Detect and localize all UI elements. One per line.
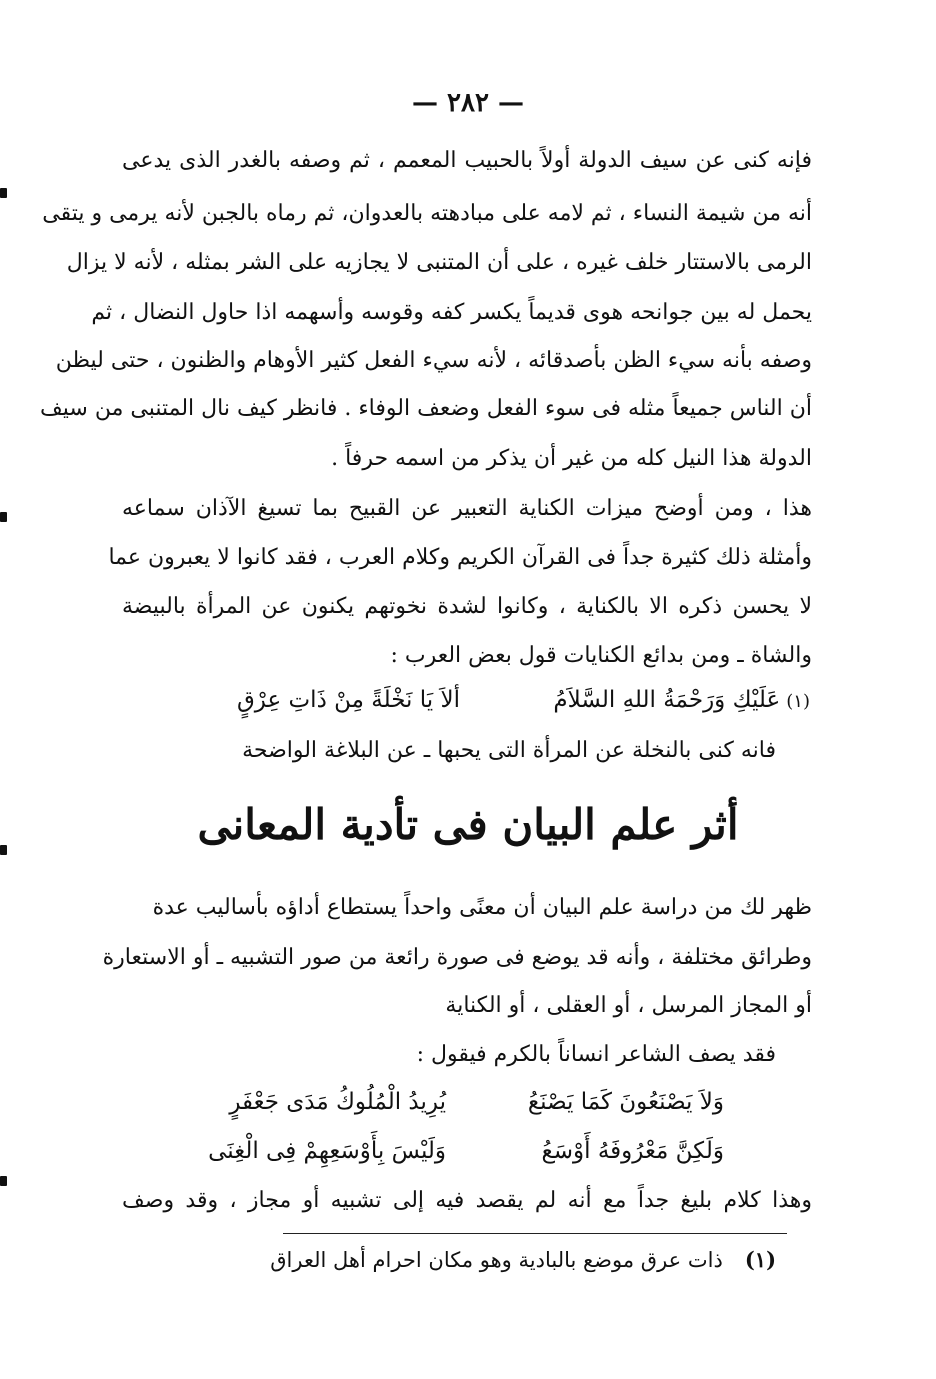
verse-hemistich-first (553, 682, 810, 720)
paragraph-line: فانه كنى بالنخلة عن المرأة التى يحبها ـ عن البلاغة الواضحة (242, 738, 776, 763)
paragraph-line: وهذا كلام بليغ جداً مع أنه لم يقصد فيه إلى تشبيه أو مجاز ، وقد وصف (122, 1188, 812, 1213)
footnote-text: ذات عرق موضع بالبادية وهو مكان احرام أهل العراق (270, 1248, 723, 1272)
scan-edge-mark (0, 1176, 7, 1186)
paragraph-line: هذا ، ومن أوضح ميزات الكناية التعبير عن القبيح بما تسيغ الآذان سماعه (122, 496, 812, 521)
paragraph-line: أو المجاز المرسل ، أو العقلى ، أو الكناية (445, 993, 812, 1018)
verse-line (0, 682, 936, 722)
verse-hemistich-first: وَلَيْسَ بِأَوْسَعِهِمْ فِى الْغِنَى (208, 1138, 446, 1164)
footnote (176, 1244, 776, 1276)
footnote-divider (283, 1233, 787, 1234)
paragraph-line: ظهر لك من دراسة علم البيان أن معنًى واحداً يستطاع أداؤه بأساليب عدة (152, 895, 812, 920)
scan-edge-mark (0, 512, 7, 522)
verse-hemistich-second: ألاَ يَا نَخْلَةً مِنْ ذَاتِ عِرْقٍ (236, 687, 460, 713)
paragraph-line: يحمل له بين جوانحه هوى قديماً يكسر كفه وقوسه وأسهمه اذا حاول النضال ، ثم (91, 300, 812, 325)
paragraph-line: فإنه كنى عن سيف الدولة أولاً بالحبيب المعمم ، ثم وصفه بالغدر الذى يدعى (122, 148, 812, 173)
footnote-reference: (١) (786, 691, 810, 712)
verse-hemistich-second: وَلَكِنَّ مَعْرُوفَهُ أَوْسَعُ (541, 1138, 724, 1164)
footnote-marker: (١) (744, 1247, 776, 1272)
verse-hemistich-second: وَلاَ يَصْنَعُونَ كَمَا يَصْنَعُ (527, 1089, 724, 1115)
section-heading: أثر علم البيان فى تأدية المعانى (197, 800, 739, 849)
verse-line (0, 1133, 936, 1173)
verse-hemistich-first: يُرِيدُ الْمُلُوكُ مَدَى جَعْفَرٍ (229, 1089, 446, 1115)
paragraph-line: فقد يصف الشاعر انساناً بالكرم فيقول : (416, 1042, 776, 1067)
page-number: — ٢٨٢ — (411, 88, 525, 118)
paragraph-line: وصفه بأنه سيء الظن بأصدقائه ، لأنه سيء الفعل كثير الأوهام والظنون ، حتى ليظن (55, 348, 812, 373)
paragraph-line: أن الناس جميعاً مثله فى سوء الفعل وضعف الوفاء . فانظر كيف نال المتنبى من سيف (40, 396, 812, 421)
paragraph-line: أنه من شيمة النساء ، ثم لامه على مبادهته بالعدوان، ثم رماه بالجبن لأنه يرمى و يتقى (42, 201, 812, 226)
verse-line (0, 1084, 936, 1124)
paragraph-line: الدولة هذا النيل كله من غير أن يذكر من اسمه حرفاً . (331, 446, 812, 471)
scan-edge-mark (0, 845, 7, 855)
paragraph-line: الرمى بالاستتار خلف غيره ، على أن المتنبى لا يجازيه على الشر بمثله ، لأنه لا يزال (66, 250, 812, 275)
verse-text: عَلَيْكِ وَرَحْمَةُ اللهِ السَّلاَمُ (553, 687, 781, 713)
paragraph-line: وطرائق مختلفة ، وأنه قد يوضع فى صورة رائعة من صور التشبيه ـ أو الاستعارة (102, 945, 812, 970)
paragraph-line: وأمثلة ذلك كثيرة جداً فى القرآن الكريم وكلام العرب ، فقد كانوا لا يعبرون عما (108, 545, 812, 570)
paragraph-line: والشاة ـ ومن بدائع الكنايات قول بعض العرب : (390, 643, 812, 668)
scan-edge-mark (0, 188, 7, 198)
paragraph-line: لا يحسن ذكره الا بالكناية ، وكانوا لشدة نخوتهم يكنون عن المرأة بالبيضة (122, 594, 812, 619)
